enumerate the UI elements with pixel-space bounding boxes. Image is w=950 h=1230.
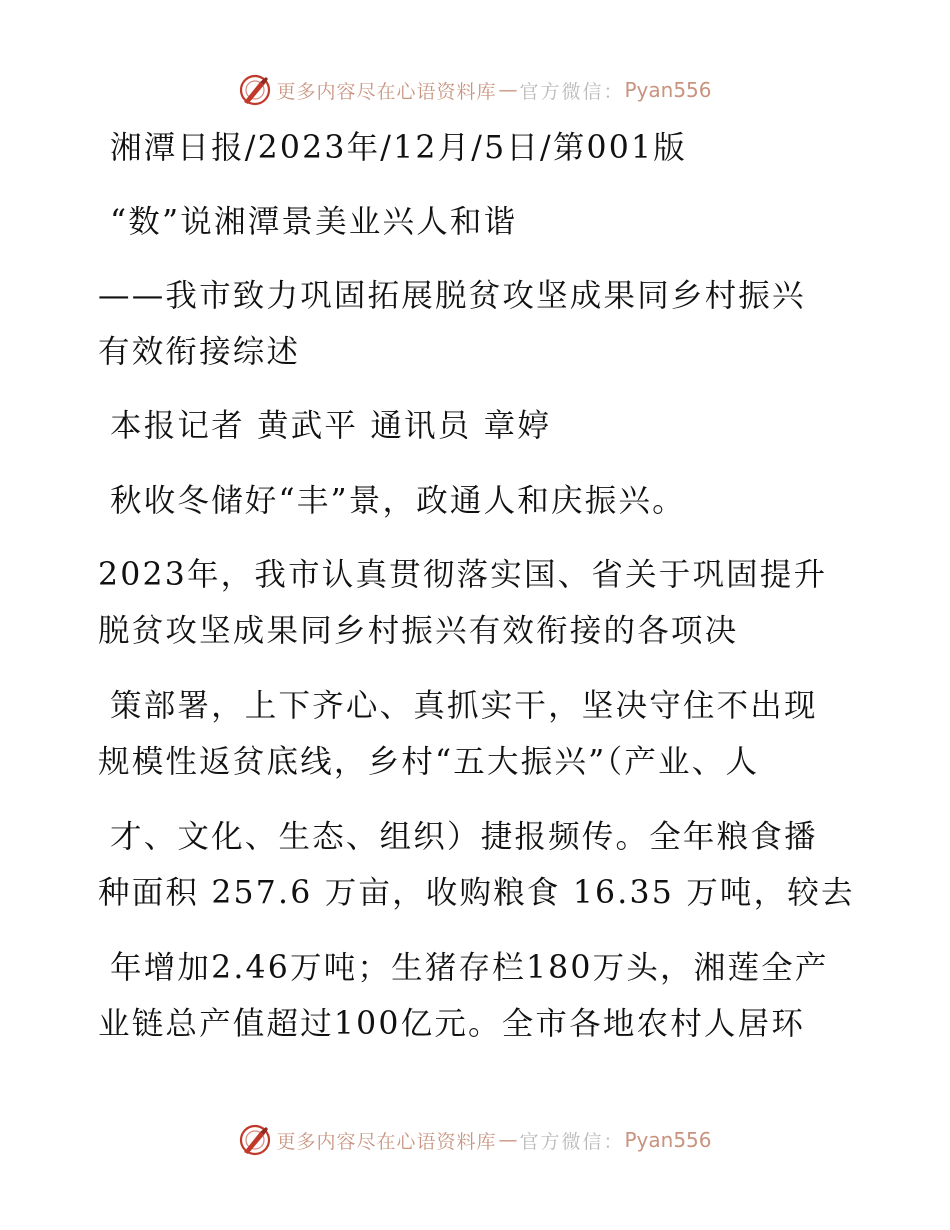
watermark-dash: — bbox=[498, 1129, 518, 1151]
watermark-header bbox=[0, 70, 950, 110]
paragraph-line: 规模性返贫底线，乡村“五大振兴”（产业、人 bbox=[98, 744, 760, 780]
paragraph-line: 脱贫攻坚成果同乡村振兴有效衔接的各项决 bbox=[98, 613, 739, 649]
article-title: “数”说湘潭景美业兴人和谐 bbox=[110, 204, 518, 240]
paragraph-line: 秋收冬储好“丰”景，政通人和庆振兴。 bbox=[110, 483, 686, 519]
byline: 本报记者 黄武平 通讯员 章婷 bbox=[110, 408, 552, 444]
paragraph-line: 种面积 257.6 万亩，收购粮食 16.35 万吨，较去 bbox=[98, 875, 855, 911]
paragraph-line: 业链总产值超过100亿元。全市各地农村人居环 bbox=[98, 1006, 806, 1042]
article-subtitle-line-1: ——我市致力巩固拓展脱贫攻坚成果同乡村振兴 bbox=[98, 278, 806, 314]
watermark-wechat-id: Pyan556 bbox=[624, 1128, 712, 1152]
paragraph-line: 年增加2.46万吨；生猪存栏180万头，湘莲全产 bbox=[110, 950, 829, 986]
publication-info: 湘潭日报/2023年/12月/5日/第001版 bbox=[110, 130, 687, 166]
quill-logo-icon bbox=[238, 1123, 272, 1157]
quill-logo-icon bbox=[238, 73, 272, 107]
watermark-label: 官方微信： bbox=[519, 80, 625, 103]
paragraph-line: 策部署，上下齐心、真抓实干，坚决守住不出现 bbox=[110, 688, 818, 724]
watermark-wechat-id: Pyan556 bbox=[624, 78, 712, 102]
watermark-text: 更多内容尽在心语资料库 bbox=[276, 80, 497, 103]
watermark-label: 官方微信： bbox=[519, 1130, 625, 1153]
paragraph-line: 2023年，我市认真贯彻落实国、省关于巩固提升 bbox=[98, 557, 828, 593]
paragraph-line: 才、文化、生态、组织）捷报频传。全年粮食播 bbox=[110, 819, 818, 855]
watermark-dash: — bbox=[498, 79, 518, 101]
watermark-text: 更多内容尽在心语资料库 bbox=[276, 1130, 497, 1153]
watermark-footer bbox=[0, 1120, 950, 1160]
article-subtitle-line-2: 有效衔接综述 bbox=[98, 334, 301, 370]
